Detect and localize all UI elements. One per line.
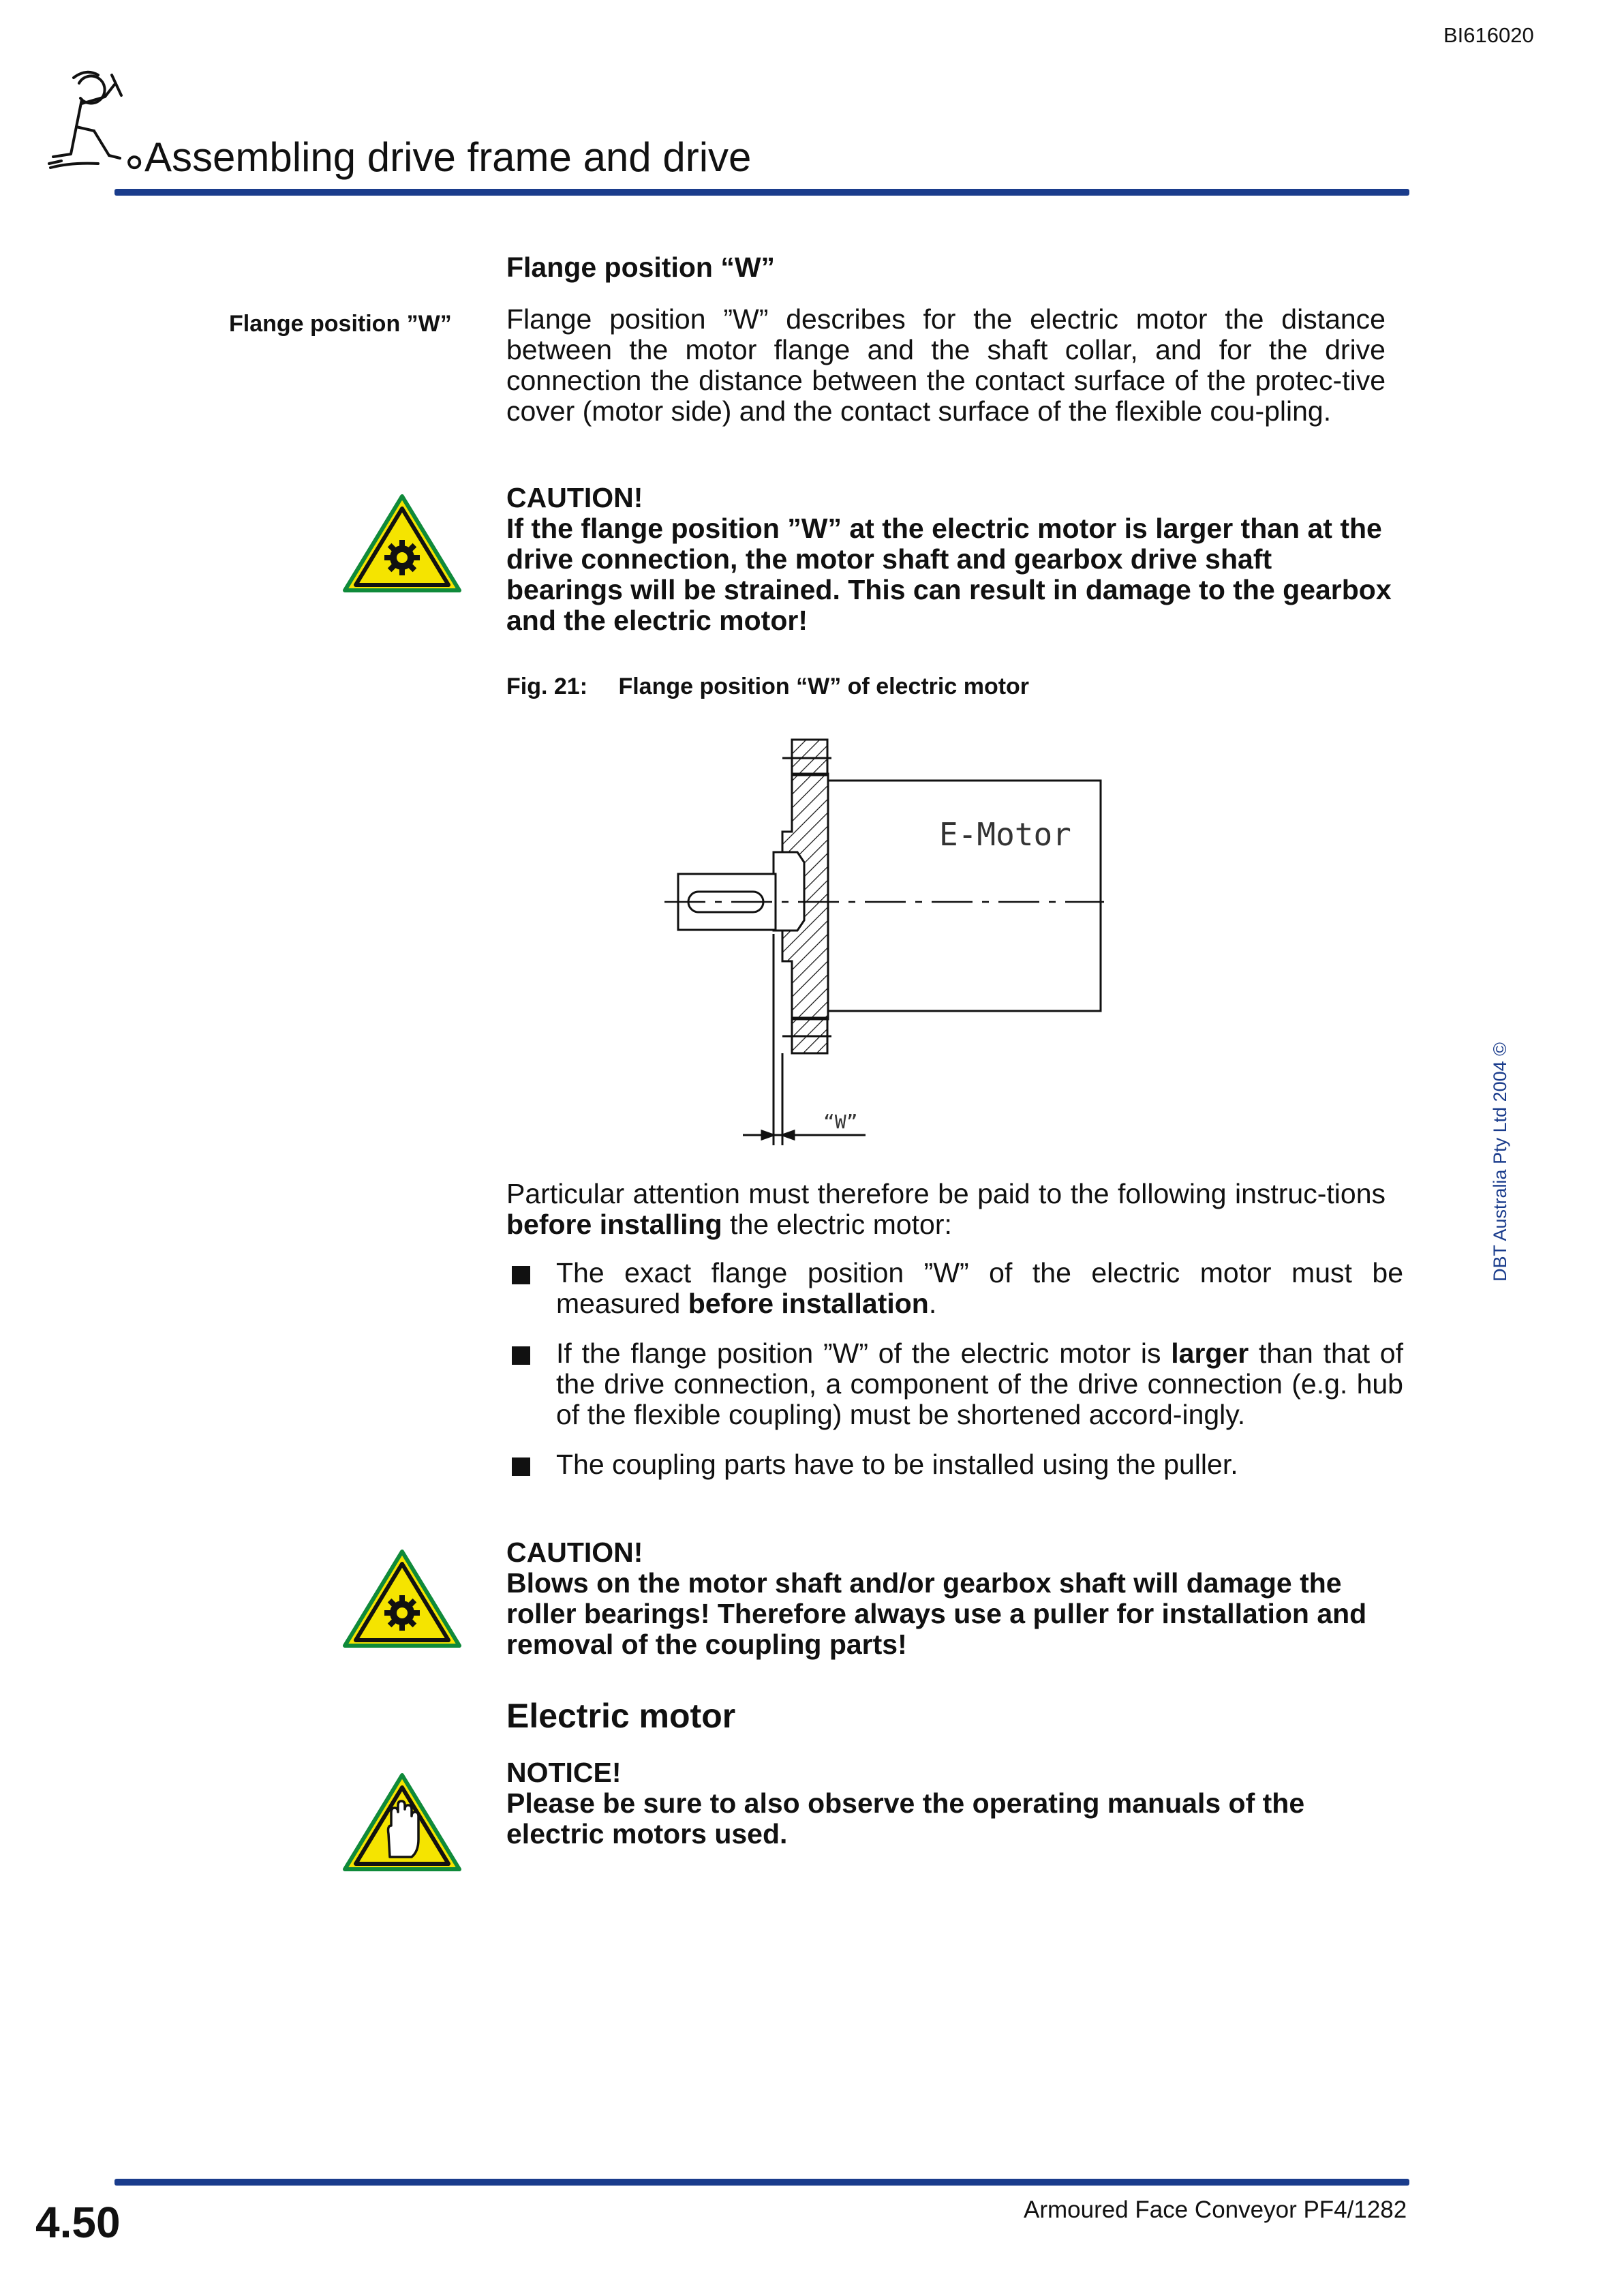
description-paragraph: Flange position ”W” describes for the electric motor the distance between the motor flange and the shaft collar, and for the drive connection the distance between the contact surface of the protec-tive cover (motor side) and the contact surface of the flexible cou-pling. [506,303,1386,427]
header-rule [114,189,1409,196]
bullet-square-icon [512,1457,530,1476]
figure-caption-text: Flange position “W” of electric motor [618,674,1030,699]
notice-title: NOTICE! [506,1757,622,1788]
caution-block-1 [506,483,1392,636]
electric-motor-heading: Electric motor [506,1697,736,1735]
caution-1-title: CAUTION! [506,482,643,513]
flange-position-drawing [641,716,1159,1152]
figure-caption [506,674,1029,700]
gear-warning-icon [342,492,462,593]
intro-emphasis: before installing [506,1209,722,1240]
page-number: 4.50 [35,2198,121,2247]
instruction-intro [506,1179,1386,1240]
motor-label: E-Motor [939,816,1071,853]
copyright-notice: DBT Australia Pty Ltd 2004 © [1490,1042,1510,1282]
bullet-square-icon [512,1266,530,1284]
list-item: If the flange position ”W” of the electric motor is larger than that of the drive connection, a component of the drive connection (e.g. hub of the flexible coupling) must be shortened accord-ingly. [506,1338,1403,1430]
bullet-square-icon [512,1346,530,1365]
notice-text: Please be sure to also observe the operating manuals of the electric motors used. [506,1787,1305,1849]
worker-kneeling-icon [44,61,146,177]
side-label: Flange position ”W” [229,311,452,337]
instruction-list [506,1258,1403,1499]
document-id: BI616020 [1443,23,1534,47]
motor-body [828,781,1101,1011]
figure-number: Fig. 21: [506,674,588,699]
caution-block-2 [506,1537,1403,1660]
caution-2-title: CAUTION! [506,1537,643,1568]
caution-2-text: Blows on the motor shaft and/or gearbox shaft will damage the roller bearings! Therefore always use a puller for installation and removal of the coupling parts! [506,1567,1367,1660]
intro-text: Particular attention must therefore be paid to the following instruc-tions [506,1178,1386,1209]
section-heading: Flange position “W” [506,252,776,283]
intro-text-end: the electric motor: [722,1209,952,1240]
list-item: The exact flange position ”W” of the electric motor must be measured before installation. [506,1258,1403,1319]
gear-warning-icon [342,1547,462,1648]
section-title: Assembling drive frame and drive [144,134,752,180]
dimension-label: “W” [823,1111,858,1133]
caution-1-text: If the flange position ”W” at the electric motor is larger than at the drive connection, the motor shaft and gearbox drive shaft bearings will be strained. This can result in damage to the gearbox and the electric motor! [506,513,1392,636]
notice-block [506,1757,1392,1849]
footer-rule [114,2179,1409,2186]
footer-document-title: Armoured Face Conveyor PF4/1282 [1024,2196,1407,2223]
list-item: The coupling parts have to be installed using the puller. [506,1449,1403,1480]
hand-warning-icon [342,1771,462,1872]
